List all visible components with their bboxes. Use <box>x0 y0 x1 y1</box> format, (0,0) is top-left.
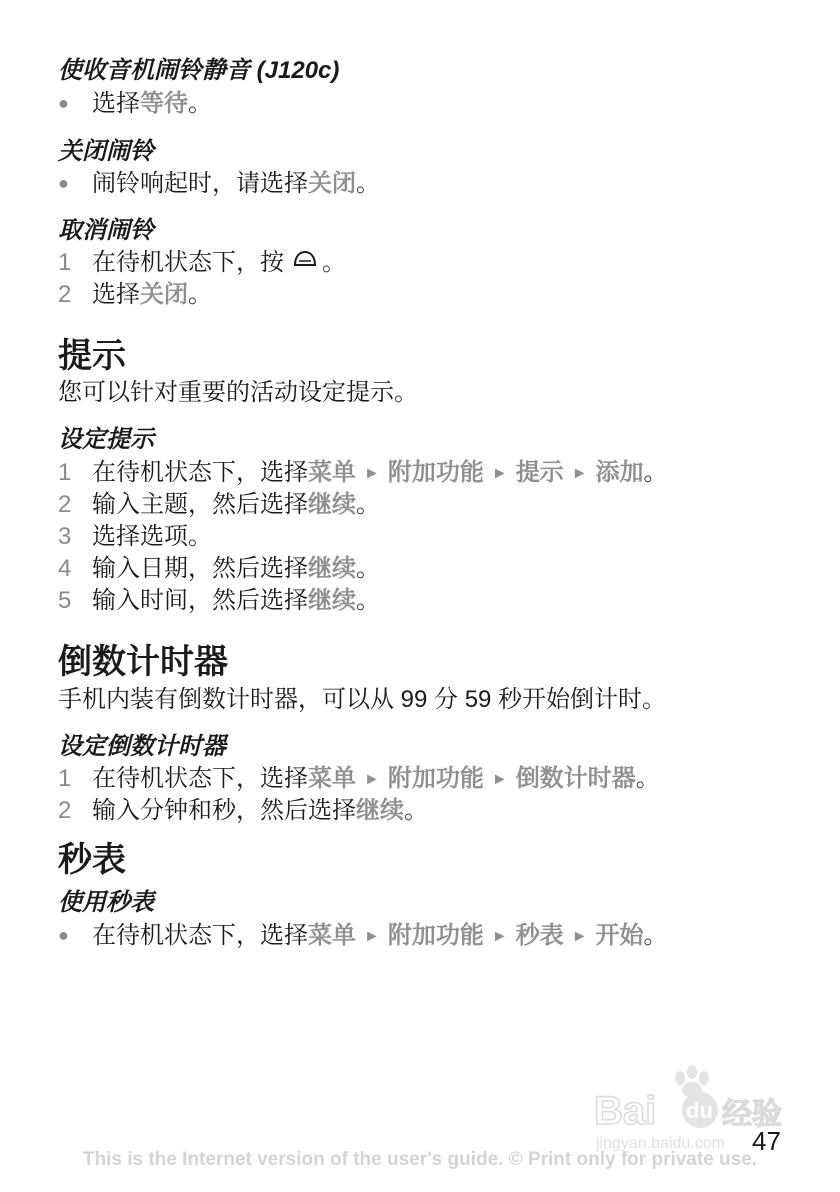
step-number: 1 <box>58 249 72 276</box>
step-number: 5 <box>58 587 72 614</box>
menu-path-add: 添加 <box>595 459 644 486</box>
arrow-icon: ► <box>364 928 380 945</box>
reminder-step-3: 3 选择选项。 <box>58 523 212 550</box>
countdown-step-2: 2 输入分钟和秒，然后选择继续。 <box>58 797 428 824</box>
menu-option-wait: 等待 <box>140 90 188 117</box>
reminders-intro: 您可以针对重要的活动设定提示。 <box>58 379 418 406</box>
menu-path-extras: 附加功能 <box>387 922 484 949</box>
svg-text:经验: 经验 <box>722 1097 782 1132</box>
svg-text:jingyan.baidu.com: jingyan.baidu.com <box>596 1135 725 1152</box>
stopwatch-heading: 秒表 <box>58 841 126 879</box>
end-key-icon <box>292 249 318 281</box>
menu-path-start: 开始 <box>595 922 644 949</box>
menu-option-continue: 继续 <box>356 797 404 824</box>
mute-alarm-subtitle: 使收音机闹铃静音 (J120c) <box>58 57 340 84</box>
reminder-step-1: 1 在待机状态下，选择菜单 ► 附加功能 ► 提示 ► 添加。 <box>58 459 668 486</box>
step-number: 1 <box>58 765 72 792</box>
menu-option-continue: 继续 <box>308 587 356 614</box>
cancel-alarm-subtitle: 取消闹铃 <box>58 217 154 244</box>
set-reminder-subtitle: 设定提示 <box>58 426 154 453</box>
turn-off-alarm-item: ● 闹铃响起时，请选择关闭。 <box>58 170 380 197</box>
menu-path-extras: 附加功能 <box>387 459 484 486</box>
step-number: 1 <box>58 459 72 486</box>
menu-path-menu: 菜单 <box>308 922 356 949</box>
arrow-icon: ► <box>571 465 588 482</box>
use-stopwatch-subtitle: 使用秒表 <box>58 889 154 916</box>
menu-option-continue: 继续 <box>308 555 356 582</box>
arrow-icon: ► <box>491 465 508 482</box>
mute-alarm-item: ● 选择等待。 <box>58 90 212 117</box>
bullet: ● <box>58 925 69 945</box>
arrow-icon: ► <box>491 928 508 945</box>
arrow-icon: ► <box>491 771 508 788</box>
step-number: 3 <box>58 523 72 550</box>
step-number: 4 <box>58 555 72 582</box>
step-number: 2 <box>58 281 72 308</box>
bullet: ● <box>58 173 69 193</box>
set-countdown-subtitle: 设定倒数计时器 <box>58 733 226 760</box>
menu-path-countdown-timer: 倒数计时器 <box>515 765 636 792</box>
reminder-step-4: 4 输入日期，然后选择继续。 <box>58 555 380 582</box>
reminders-heading: 提示 <box>58 337 126 375</box>
menu-path-menu: 菜单 <box>308 765 356 792</box>
arrow-icon: ► <box>364 771 380 788</box>
svg-text:Bai: Bai <box>594 1089 657 1133</box>
footer-notice: This is the Internet version of the user's guide. © Print only for private use. <box>82 1149 758 1170</box>
stopwatch-item: ● 在待机状态下，选择菜单 ► 附加功能 ► 秒表 ► 开始。 <box>58 922 668 949</box>
countdown-timer-intro: 手机内装有倒数计时器，可以从 99 分 59 秒开始倒计时。 <box>58 686 667 713</box>
cancel-step-1: 1 在待机状态下，按 。 <box>58 248 346 281</box>
menu-path-extras: 附加功能 <box>387 765 484 792</box>
svg-text:du: du <box>686 1098 713 1123</box>
menu-option-off: 关闭 <box>140 281 188 308</box>
step-number: 2 <box>58 797 72 824</box>
arrow-icon: ► <box>364 465 380 482</box>
reminder-step-5: 5 输入时间，然后选择继续。 <box>58 587 380 614</box>
countdown-step-1: 1 在待机状态下，选择菜单 ► 附加功能 ► 倒数计时器。 <box>58 765 660 792</box>
step-number: 2 <box>58 491 72 518</box>
menu-path-menu: 菜单 <box>308 459 356 486</box>
menu-option-continue: 继续 <box>308 491 356 518</box>
turn-off-alarm-subtitle: 关闭闹铃 <box>58 138 154 165</box>
menu-path-stopwatch: 秒表 <box>515 922 564 949</box>
menu-option-off: 关闭 <box>308 170 356 197</box>
reminder-step-2: 2 输入主题，然后选择继续。 <box>58 491 380 518</box>
page-number: 47 <box>752 1126 781 1156</box>
bullet: ● <box>58 93 69 113</box>
arrow-icon: ► <box>571 928 588 945</box>
countdown-timer-heading: 倒数计时器 <box>58 643 228 681</box>
cancel-step-2: 2 选择关闭。 <box>58 281 212 308</box>
menu-path-reminders: 提示 <box>515 459 564 486</box>
